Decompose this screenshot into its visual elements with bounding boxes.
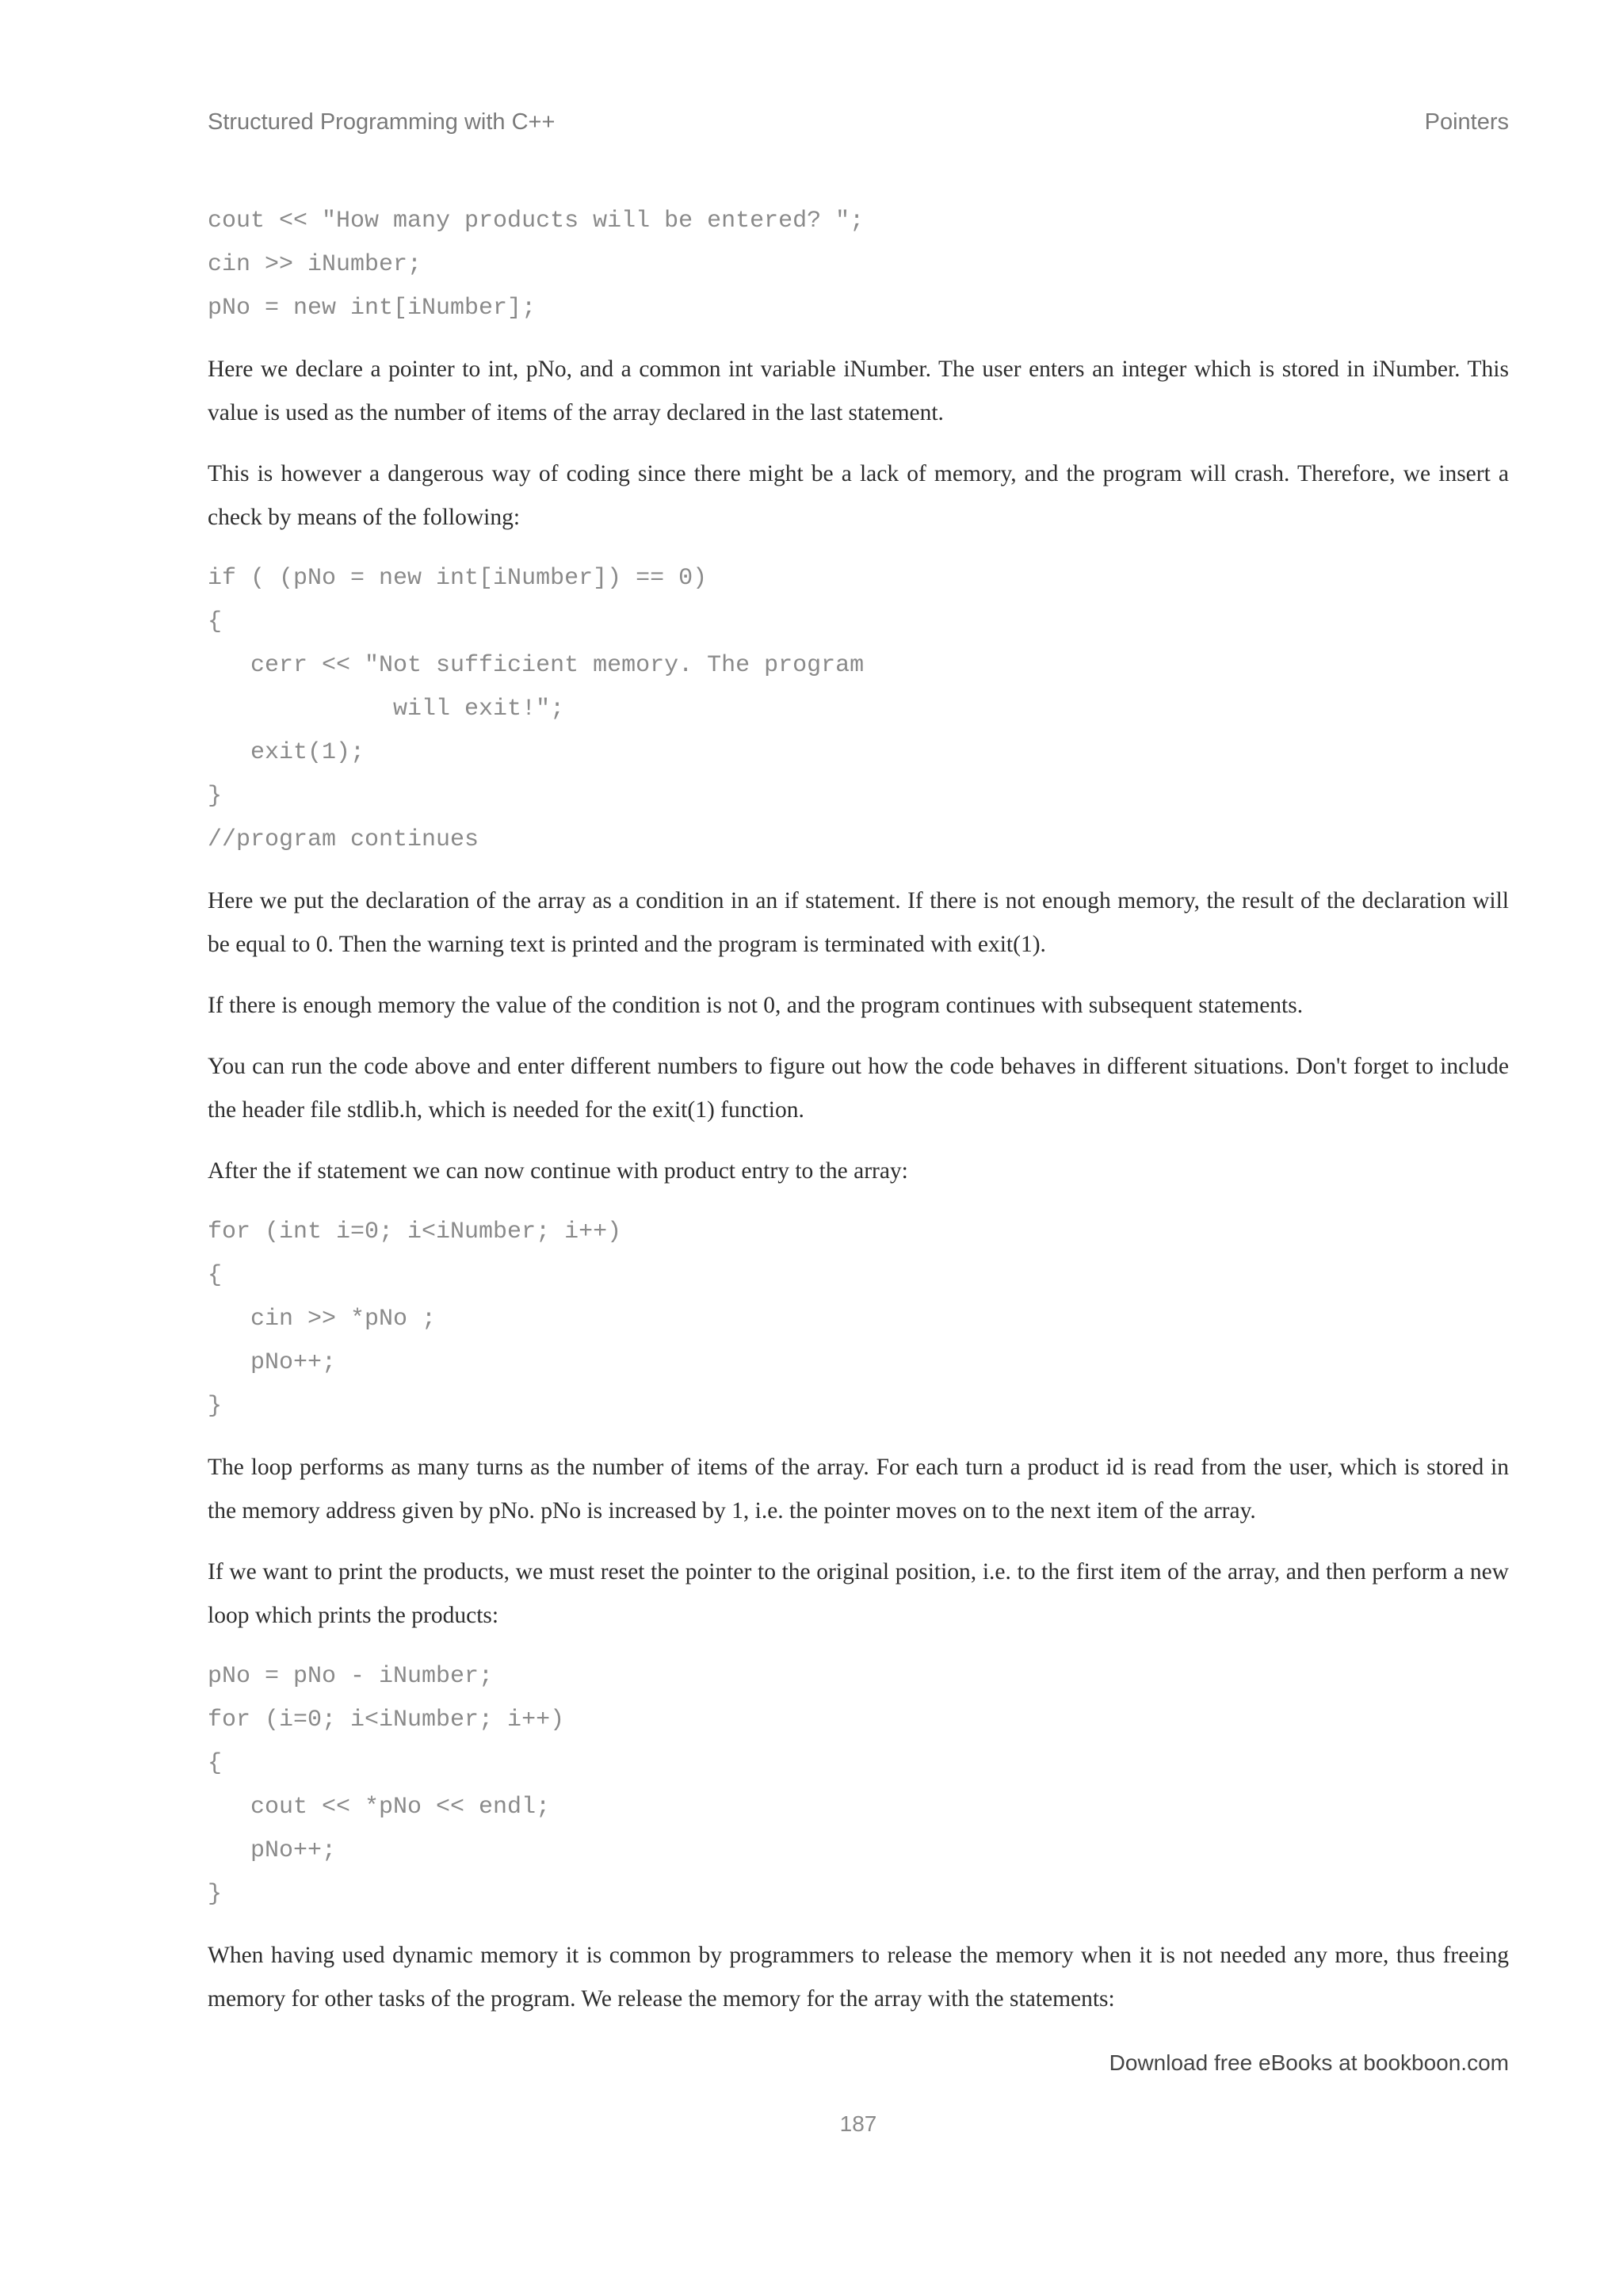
- running-header: [208, 109, 1509, 135]
- code-line: if ( (pNo = new int[iNumber]) == 0): [208, 565, 708, 592]
- code-line: {: [208, 608, 223, 635]
- body-paragraph: This is however a dangerous way of coding since there might be a lack of memory, and the program will crash. Therefore, we insert a check by means of the following:: [208, 461, 1509, 530]
- code-line: {: [208, 1750, 223, 1777]
- code-line: cerr << "Not sufficient memory. The program: [208, 652, 865, 679]
- body-paragraph: The loop performs as many turns as the number of items of the array. For each turn a product id is read from the user, which is stored in the memory address given by pNo. pNo is increased by 1, i.e. the pointer moves on to the next item of the array.: [208, 1455, 1509, 1524]
- code-line: for (i=0; i<iNumber; i++): [208, 1707, 565, 1733]
- body-paragraph: You can run the code above and enter different numbers to figure out how the code behaves in different situations. Don't forget to include the header file stdlib.h, which is needed for the exit(1) function.: [208, 1054, 1509, 1123]
- body-paragraph: Here we declare a pointer to int, pNo, and a common int variable iNumber. The user enters an integer which is stored in iNumber. This value is used as the number of items of the array declared in the last statement.: [208, 357, 1509, 425]
- code-block: [208, 1655, 1509, 1917]
- body-paragraph: If we want to print the products, we must reset the pointer to the original position, i.e. to the first item of the array, and then perform a new loop which prints the products:: [208, 1559, 1509, 1628]
- code-line: pNo = pNo - iNumber;: [208, 1663, 494, 1690]
- code-line: cout << *pNo << endl;: [208, 1794, 551, 1821]
- code-line: pNo++;: [208, 1837, 337, 1864]
- code-line: {: [208, 1262, 223, 1289]
- body-paragraph: Here we put the declaration of the array as a condition in an if statement. If there is not enough memory, the result of the declaration will be equal to 0. Then the warning text is printed and the program is terminated with exit(1).: [208, 888, 1509, 957]
- code-line: }: [208, 1881, 223, 1908]
- body-paragraph: When having used dynamic memory it is common by programmers to release the memory when it is not needed any more, thus freeing memory for other tasks of the program. We release the memory for the array with the statements:: [208, 1943, 1509, 2012]
- code-line: }: [208, 783, 223, 810]
- page-number: 187: [839, 2111, 877, 2136]
- code-line: cout << "How many products will be entered? ";: [208, 208, 865, 235]
- download-link[interactable]: Download free eBooks at bookboon.com: [1109, 2050, 1509, 2075]
- body-paragraph: After the if statement we can now continue with product entry to the array:: [208, 1158, 908, 1184]
- code-block: [208, 200, 1509, 330]
- code-block: [208, 557, 1509, 862]
- code-line: exit(1);: [208, 739, 365, 766]
- page-body: [208, 200, 1509, 2039]
- book-title: Structured Programming with C++: [208, 109, 556, 135]
- code-line: pNo++;: [208, 1349, 337, 1376]
- code-line: cin >> iNumber;: [208, 251, 422, 278]
- code-line: }: [208, 1393, 223, 1420]
- code-line: //program continues: [208, 826, 479, 853]
- code-line: for (int i=0; i<iNumber; i++): [208, 1219, 622, 1245]
- body-paragraph: If there is enough memory the value of the condition is not 0, and the program continues with subsequent statements.: [208, 993, 1304, 1018]
- document-page: [208, 0, 1509, 2296]
- chapter-title: Pointers: [1424, 109, 1509, 135]
- code-line: cin >> *pNo ;: [208, 1306, 437, 1333]
- code-block: [208, 1211, 1509, 1428]
- code-line: will exit!";: [208, 696, 565, 723]
- code-line: pNo = new int[iNumber];: [208, 295, 537, 322]
